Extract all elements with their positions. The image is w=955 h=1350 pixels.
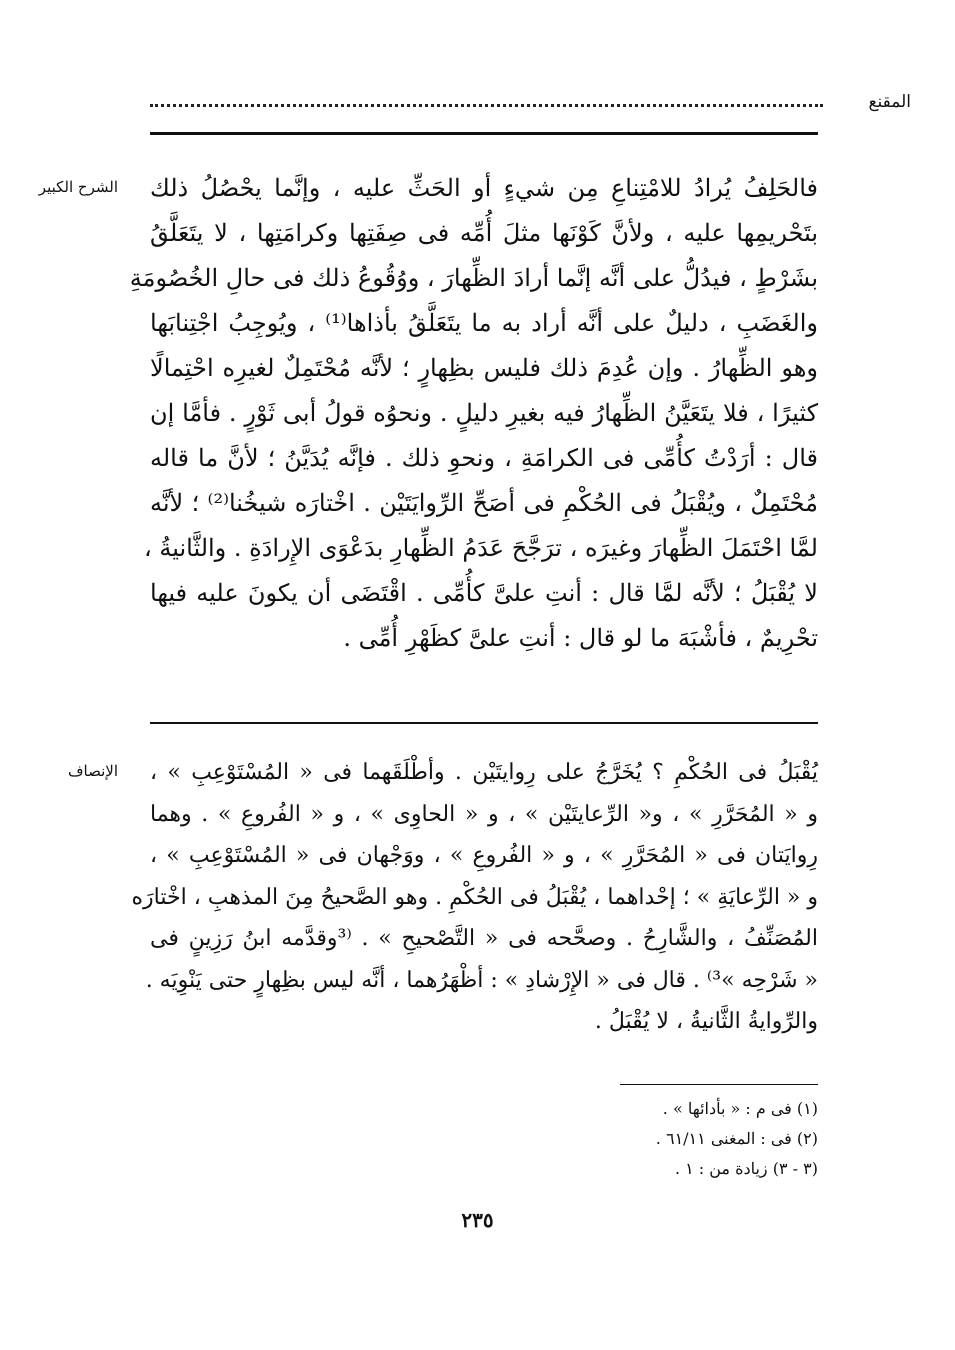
header-dotted-leader [150,104,823,107]
insaf-text-block [131,752,819,1043]
text-line: والغَضَبِ ، دليلٌ على أنَّه أراد به ما يتَعَلَّقُ بأذاها⁽¹⁾ ، ويُوجِبُ اجْتِنابَها [150,309,819,337]
text-line: لمَّا احْتَمَلَ الظِّهارَ وغيرَه ، ترَجَّحَ عَدَمُ الظِّهارِ بدَعْوَى الإِرادَةِ . والثَّانيةُ ، [143,534,818,562]
text-line: فالحَلِفُ يُرادُ للامْتِناعِ مِن شيءٍ أو الحَثِّ عليه ، وإنَّما يحْصُلُ ذلك [150,174,818,202]
text-line: بشَرْطٍ ، فيدُلُّ على أنَّه إنَّما أرادَ الظِّهارَ ، ووُقُوعُ ذلك فى حالِ الخُصُومَةِ [129,264,818,292]
text-line: و « المُحَرَّرِ » ، و« الرِّعايتَيْن » ، و « الحاوِى » ، و « الفُروعِ » . وهما [150,801,818,827]
section-divider [150,722,818,724]
footnotes [518,1094,818,1184]
section-label-insaf: الإنصاف [67,762,118,780]
text-line: والرِّوايةُ الثَّانيةُ ، لا يُقْبَلُ . [594,1009,818,1034]
text-line: مُحْتَمِلٌ ، ويُقْبَلُ فى الحُكْمِ فى أصَحِّ الرِّوايَتَيْن . اخْتارَه شيخُنا⁽²⁾ ؛ لأنَّه [150,489,818,517]
header-rule [150,132,818,135]
text-line: كثيرًا ، فلا يتَعَيَّنُ الظِّهارُ فيه بغيرِ دليلٍ . ونحوُه قولُ أبى ثَوْرٍ . فأمَّا إن [150,399,818,427]
text-line: و « الرِّعايَةِ » ؛ إحْداهما ، يُقْبَلُ فى الحُكْمِ . وهو الصَّحيحُ مِنَ المذهبِ ، اخْتارَه [131,884,818,910]
footnote: (١) فى م : « بأدائها » . [662,1099,818,1118]
text-line: لا يُقْبَلُ ؛ لأنَّه لمَّا قال : أنتِ علىَّ كأُمِّى . اقْتَضَى أن يكونَ عليه فيها [150,579,818,607]
text-line: رِوايَتان فى « المُحَرَّرِ » ، و « الفُروعِ » ، ووَجْهان فى « المُسْتَوْعِبِ » ، [150,843,818,868]
text-line: تحْرِيمٌ ، فأشْبَهَ ما لو قال : أنتِ علىَّ كظَهْرِ أُمِّى . [343,624,818,652]
footnote: (٣ - ٣) زيادة من : ١ . [674,1159,818,1178]
sharh-text-block [129,166,819,661]
text-line: « شَرْحِه »³⁾ . قال فى « الإِرْشادِ » : أظْهَرُهما ، أنَّه ليس بظِهارٍ حتى يَنْوِيَه . [145,967,818,993]
text-line: المُصَنِّفُ ، والشَّارِحُ . وصحَّحه فى « التَّصْحيحِ » . ⁽³وقدَّمه ابنُ رَزِينٍ فى [150,926,819,951]
page-number: ٢٣٥ [461,1208,494,1232]
text-line: بتَحْريمِها عليه ، ولأنَّ كَوْنَها مثلَ أُمِّه فى صِفَتِها وكرامَتِها ، لا يتَعَلَّقُ [150,219,818,247]
text-line: يُقْبَلُ فى الحُكْمِ ؟ يُخَرَّجُ على رِوايتَيْن . وأطْلَقَهما فى « المُسْتَوْعِبِ » ، [150,760,818,785]
section-label-sharh: الشرح الكبير [38,178,118,196]
book-title: المقنع [868,92,911,112]
footnote-rule [620,1084,818,1085]
text-line: وهو الظِّهارُ . وإن عُدِمَ ذلك فليس بظِهارٍ ؛ لأنَّه مُحْتَمِلٌ لغيرِه احْتِمالًا [150,354,818,382]
text-line: قال : أرَدْتُ كأُمِّى فى الكرامَةِ ، ونحوِ ذلك . فإنَّه يُدَيَّنُ ؛ لأنَّ ما قاله [150,444,818,472]
footnote: (٢) فى : المغنى ٦١/١١ . [655,1129,818,1148]
running-header [150,92,911,122]
